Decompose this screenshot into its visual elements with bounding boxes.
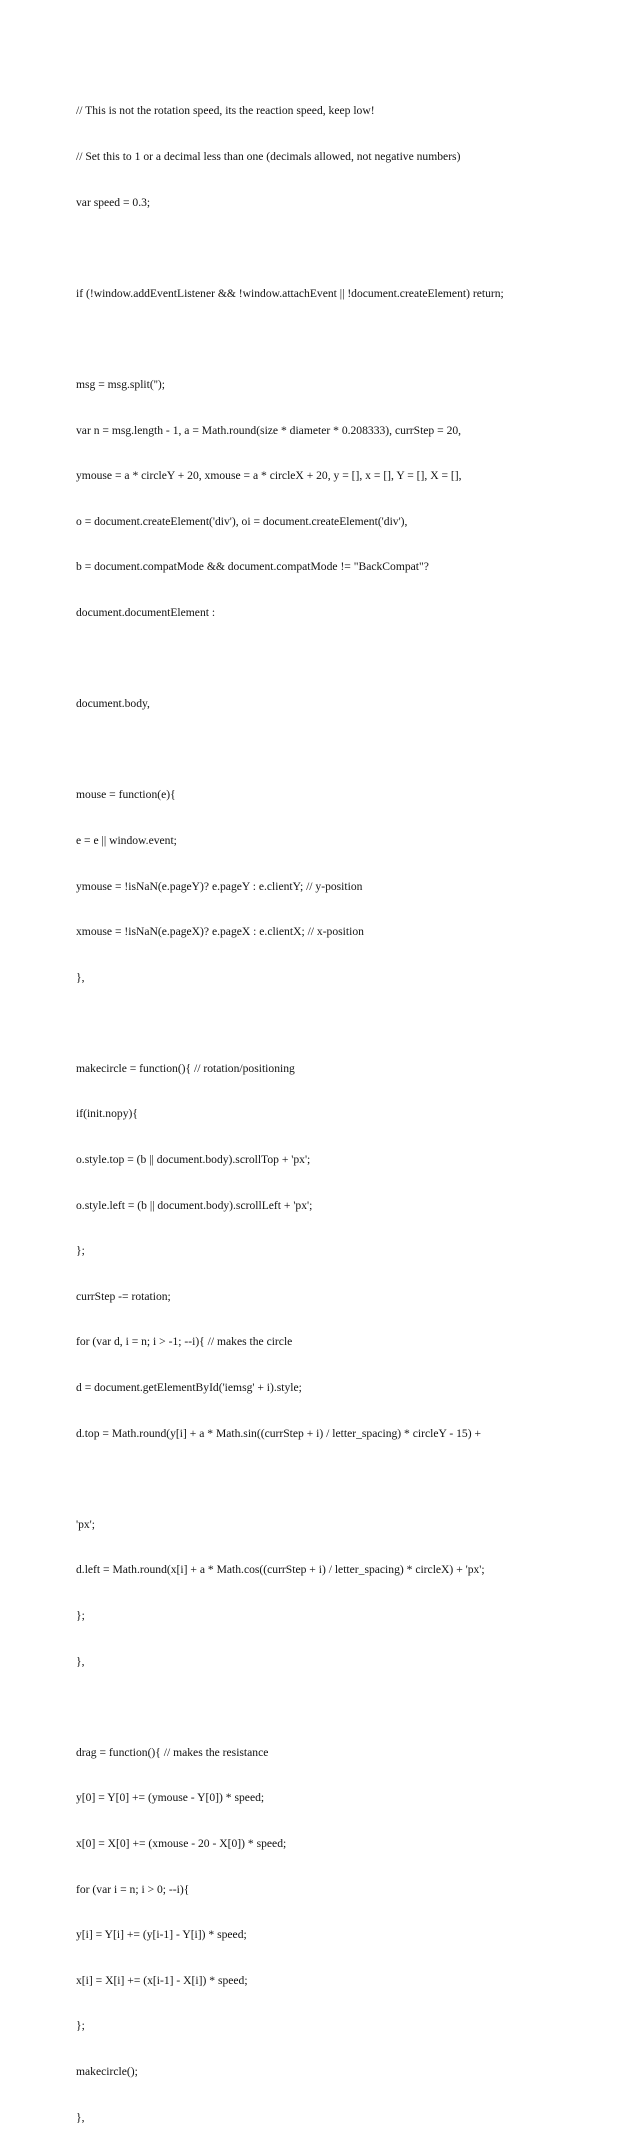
blank-line — [76, 240, 616, 255]
code-line: o.style.top = (b || document.body).scrollTop + 'px'; — [76, 1153, 311, 1167]
code-line: y[i] = Y[i] += (y[i-1] - Y[i]) * speed; — [76, 1928, 247, 1942]
code-line: makecircle = function(){ // rotation/positioning — [76, 1061, 295, 1075]
code-line: 'px'; — [76, 1517, 95, 1531]
code-line: // Set this to 1 or a decimal less than one (decimals allowed, not negative numbers) — [76, 150, 461, 163]
code-line: msg = msg.split(''); — [76, 377, 165, 391]
code-line: ymouse = !isNaN(e.pageY)? e.pageY : e.clientY; // y-position — [76, 879, 363, 893]
code-line: }, — [76, 2110, 85, 2124]
code-text-block — [76, 73, 616, 2155]
code-line: }; — [76, 1244, 85, 1258]
code-line: }, — [76, 970, 85, 984]
code-line: var n = msg.length - 1, a = Math.round(size * diameter * 0.208333), currStep = 20, — [76, 423, 462, 437]
code-line: drag = function(){ // makes the resistance — [76, 1745, 269, 1759]
code-line: x[i] = X[i] += (x[i-1] - X[i]) * speed; — [76, 1973, 248, 1987]
code-line: if (!window.addEventListener && !window.attachEvent || !document.createElement) return; — [76, 286, 504, 300]
code-line: d = document.getElementById('iemsg' + i).style; — [76, 1381, 302, 1395]
code-line: }; — [76, 2019, 85, 2033]
code-line: y[0] = Y[0] += (ymouse - Y[0]) * speed; — [76, 1791, 265, 1805]
blank-line — [76, 1471, 616, 1486]
code-line: o.style.left = (b || document.body).scrollLeft + 'px'; — [76, 1198, 313, 1212]
blank-line — [76, 331, 616, 346]
code-line: ymouse = a * circleY + 20, xmouse = a * circleX + 20, y = [], x = [], Y = [], X = [], — [76, 469, 462, 483]
code-line: // This is not the rotation speed, its the reaction speed, keep low! — [76, 104, 375, 118]
code-line: for (var d, i = n; i > -1; --i){ // makes the circle — [76, 1335, 293, 1349]
code-line: }, — [76, 1654, 85, 1668]
blank-line — [76, 1015, 616, 1030]
blank-line — [76, 742, 616, 757]
code-line: if(init.nopy){ — [76, 1107, 138, 1121]
code-line: x[0] = X[0] += (xmouse - 20 - X[0]) * speed; — [76, 1836, 287, 1850]
code-line: for (var i = n; i > 0; --i){ — [76, 1882, 190, 1896]
code-line: o = document.createElement('div'), oi = document.createElement('div'), — [76, 514, 408, 528]
code-line: document.documentElement : — [76, 605, 216, 619]
code-line: var speed = 0.3; — [76, 195, 151, 209]
blank-line — [76, 1699, 616, 1714]
code-line: e = e || window.event; — [76, 833, 177, 847]
code-line: b = document.compatMode && document.compatMode != "BackCompat"? — [76, 560, 429, 574]
code-line: currStep -= rotation; — [76, 1289, 171, 1303]
code-line: d.top = Math.round(y[i] + a * Math.sin((currStep + i) / letter_spacing) * circleY - 15) + — [76, 1426, 481, 1440]
code-line: xmouse = !isNaN(e.pageX)? e.pageX : e.clientX; // x-position — [76, 925, 364, 939]
code-line: makecircle(); — [76, 2064, 138, 2078]
code-line: d.left = Math.round(x[i] + a * Math.cos((currStep + i) / letter_spacing) * circleX) + 'px'; — [76, 1563, 485, 1577]
code-line: mouse = function(e){ — [76, 788, 176, 802]
code-line: }; — [76, 1609, 85, 1622]
code-line: document.body, — [76, 697, 150, 711]
blank-line — [76, 651, 616, 666]
